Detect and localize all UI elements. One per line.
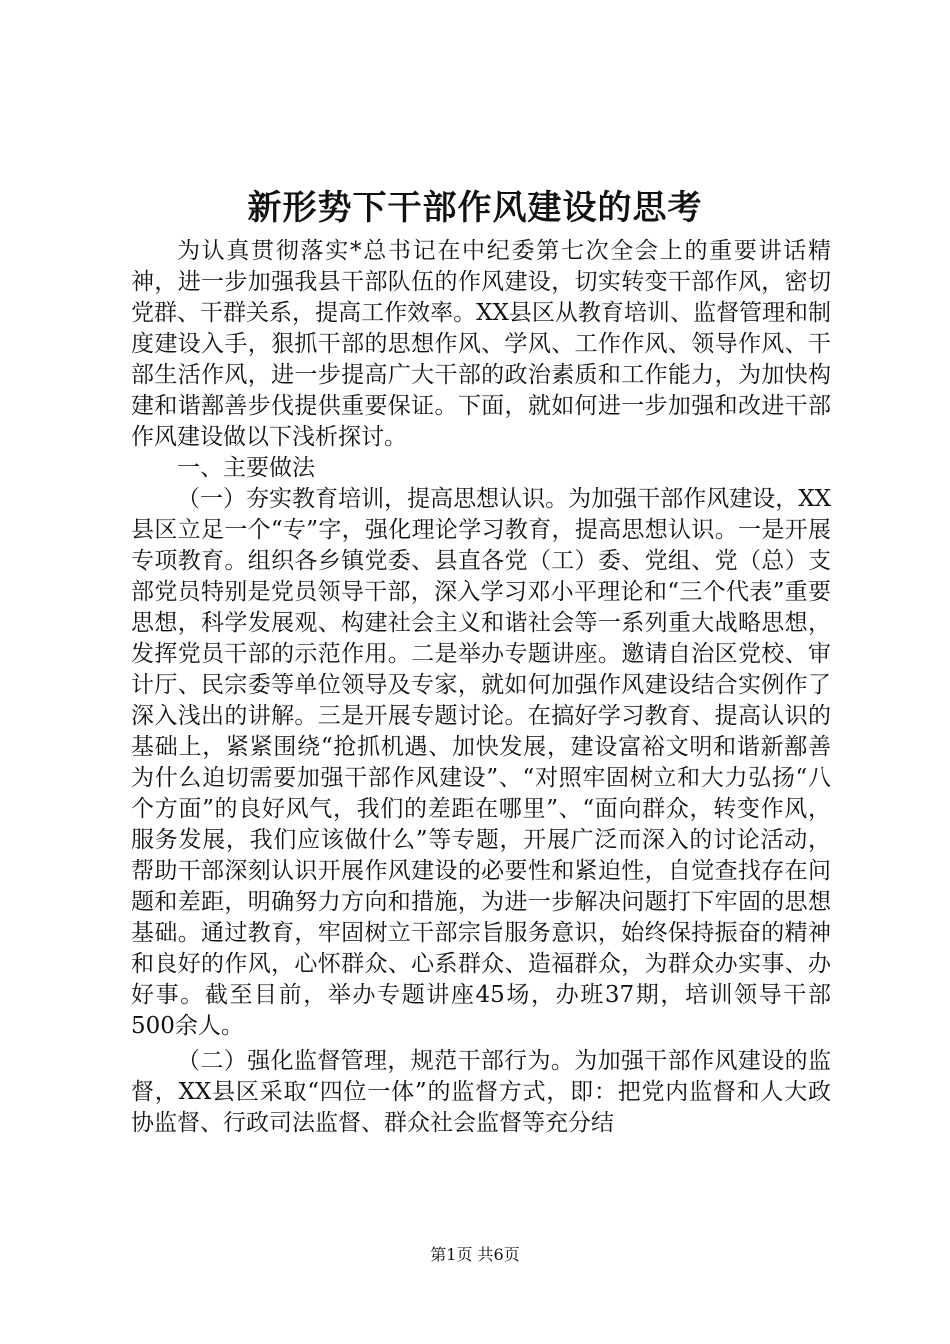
section-heading-main-practices: 一、主要做法 xyxy=(177,455,315,481)
paragraph-intro: 为认真贯彻落实*总书记在中纪委第七次全会上的重要讲话精神，进一步加强我县干部队伍的作风建设，切实转变干部作风，密切党群、干群关系，提高工作效率。XX县区从教育培训、监督管理和制度建设入手，狠抓干部的思想作风、学风、工作作风、领导作风、干部生活作风，进一步提高广大干部的政治素质和工作能力，为加快构建和谐鄯善步伐提供重要保证。下面，就如何进一步加强和改进干部作风建设做以下浅析探讨。 xyxy=(131,238,831,450)
paragraph-education-training: （一）夯实教育培训，提高思想认识。为加强干部作风建设，XX县区立足一个“专”字，强化理论学习教育，提高思想认识。一是开展专项教育。组织各乡镇党委、县直各党（工）委、党组、党（总）支部党员特别是党员领导干部，深入学习邓小平理论和“三个代表”重要思想，科学发展观、构建社会主义和谐社会等一系列重大战略思想，发挥党员干部的示范作用。二是举办专题讲座。邀请自治区党校、审计厅、民宗委等单位领导及专家，就如何加强作风建设结合实例作了深入浅出的讲解。三是开展专题讨论。在搞好学习教育、提高认识的基础上，紧紧围绕“抢抓机遇、加快发展，建设富裕文明和谐新鄯善为什么迫切需要加强干部作风建设”、“对照牢固树立和大力弘扬“八个方面”的良好风气，我们的差距在哪里”、“面向群众，转变作风，服务发展，我们应该做什么”等专题，开展广泛而深入的讨论活动，帮助干部深刻认识开展作风建设的必要性和紧迫性，自觉查找存在问题和差距，明确努力方向和措施，为进一步解决问题打下牢固的思想基础。通过教育，牢固树立干部宗旨服务意识，始终保持振奋的精神和良好的作风，心怀群众、心系群众、造福群众，为群众办实事、办好事。截至目前，举办专题讲座45场，办班37期，培训领导干部500余人。 xyxy=(131,486,831,1039)
paragraph-supervision: （二）强化监督管理，规范干部行为。为加强干部作风建设的监督，XX县区采取“四位一体”的监督方式，即：把党内监督和人大政协监督、行政司法监督、群众社会监督等充分结 xyxy=(131,1048,831,1136)
document-body xyxy=(131,236,831,1139)
document-title: 新形势下干部作风建设的思考 xyxy=(247,188,703,228)
page-footer: 第1页 共6页 xyxy=(430,1245,520,1264)
